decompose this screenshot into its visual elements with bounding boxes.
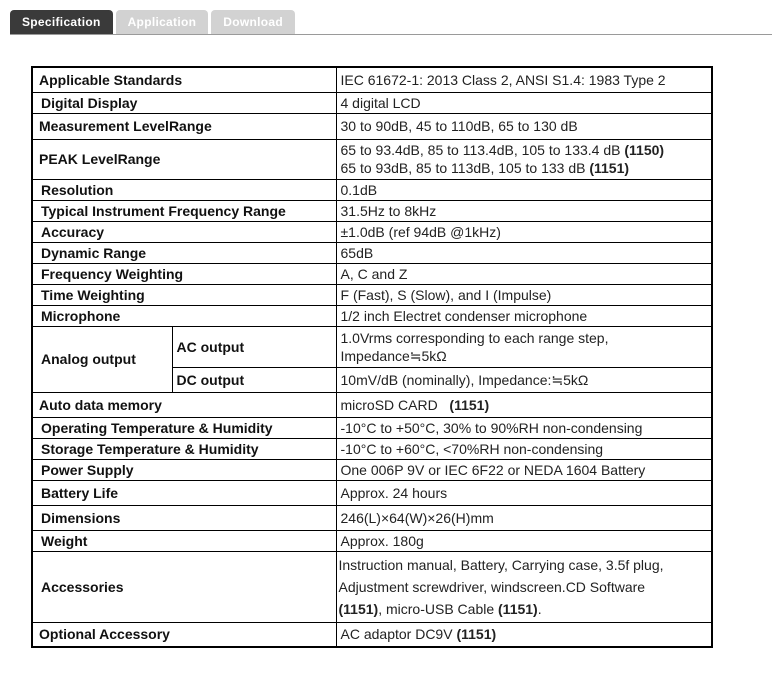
spec-label: Operating Temperature & Humidity [32, 417, 336, 438]
spec-label: Dimensions [32, 505, 336, 530]
spec-value: 31.5Hz to 8kHz [336, 200, 712, 221]
table-row [32, 113, 712, 139]
table-row [32, 284, 712, 305]
spec-sublabel: AC output [172, 326, 336, 367]
spec-label: Accuracy [32, 221, 336, 242]
table-row [32, 179, 712, 200]
spec-value: 246(L)×64(W)×26(H)mm [336, 505, 712, 530]
spec-value: A, C and Z [336, 263, 712, 284]
spec-label: Power Supply [32, 459, 336, 480]
spec-label: Storage Temperature & Humidity [32, 438, 336, 459]
table-row [32, 551, 712, 622]
spec-label: Optional Accessory [32, 622, 336, 647]
spec-label: Battery Life [32, 480, 336, 505]
spec-value: Approx. 180g [336, 530, 712, 551]
spec-value: Approx. 24 hours [336, 480, 712, 505]
spec-label: Applicable Standards [32, 67, 336, 92]
spec-label: Measurement LevelRange [32, 113, 336, 139]
table-row [32, 67, 712, 92]
tab-specification[interactable]: Specification [10, 10, 113, 34]
spec-label: Analog output [32, 326, 172, 392]
table-row [32, 392, 712, 417]
table-row [32, 221, 712, 242]
spec-value: -10°C to +60°C, <70%RH non-condensing [336, 438, 712, 459]
spec-label: Weight [32, 530, 336, 551]
table-row [32, 263, 712, 284]
tab-bar [10, 10, 295, 34]
spec-value: 30 to 90dB, 45 to 110dB, 65 to 130 dB [336, 113, 712, 139]
spec-label: Frequency Weighting [32, 263, 336, 284]
spec-value: One 006P 9V or IEC 6F22 or NEDA 1604 Battery [336, 459, 712, 480]
table-row [32, 417, 712, 438]
tab-divider [10, 34, 772, 35]
table-row [32, 92, 712, 113]
spec-label: Resolution [32, 179, 336, 200]
spec-label: Dynamic Range [32, 242, 336, 263]
table-row [32, 139, 712, 179]
table-row [32, 438, 712, 459]
spec-value: microSD CARD (1151) [336, 392, 712, 417]
tab-download[interactable]: Download [211, 10, 295, 34]
table-row [32, 622, 712, 647]
spec-value: F (Fast), S (Slow), and I (Impulse) [336, 284, 712, 305]
spec-value: IEC 61672-1: 2013 Class 2, ANSI S1.4: 1983 Type 2 [336, 67, 712, 92]
table-row [32, 242, 712, 263]
spec-label: Accessories [32, 551, 336, 622]
table-row [32, 505, 712, 530]
spec-value: 4 digital LCD [336, 92, 712, 113]
spec-value: 65dB [336, 242, 712, 263]
spec-value: -10°C to +50°C, 30% to 90%RH non-condensing [336, 417, 712, 438]
spec-label: Microphone [32, 305, 336, 326]
tab-application[interactable]: Application [116, 10, 209, 34]
spec-value: 1.0Vrms corresponding to each range step, Impedance≒5kΩ [336, 326, 712, 367]
table-row [32, 305, 712, 326]
spec-value: ±1.0dB (ref 94dB @1kHz) [336, 221, 712, 242]
spec-label: Auto data memory [32, 392, 336, 417]
spec-label: Typical Instrument Frequency Range [32, 200, 336, 221]
spec-label: Time Weighting [32, 284, 336, 305]
spec-value: 0.1dB [336, 179, 712, 200]
spec-label: Digital Display [32, 92, 336, 113]
table-row [32, 459, 712, 480]
spec-value: 65 to 93.4dB, 85 to 113.4dB, 105 to 133.4 dB (1150) 65 to 93dB, 85 to 113dB, 105 to 133 dB (1151) [336, 139, 712, 179]
spec-value: 1/2 inch Electret condenser microphone [336, 305, 712, 326]
spec-value: AC adaptor DC9V (1151) [336, 622, 712, 647]
table-row [32, 326, 712, 367]
spec-sublabel: DC output [172, 367, 336, 392]
spec-value: Instruction manual, Battery, Carrying case, 3.5f plug, Adjustment screwdriver, windscreen.CD Software (1151), micro-USB Cable (1151). [336, 551, 712, 622]
spec-label: PEAK LevelRange [32, 139, 336, 179]
specification-table [31, 66, 713, 648]
table-row [32, 480, 712, 505]
spec-value: 10mV/dB (nominally), Impedance:≒5kΩ [336, 367, 712, 392]
table-row [32, 200, 712, 221]
table-row [32, 530, 712, 551]
